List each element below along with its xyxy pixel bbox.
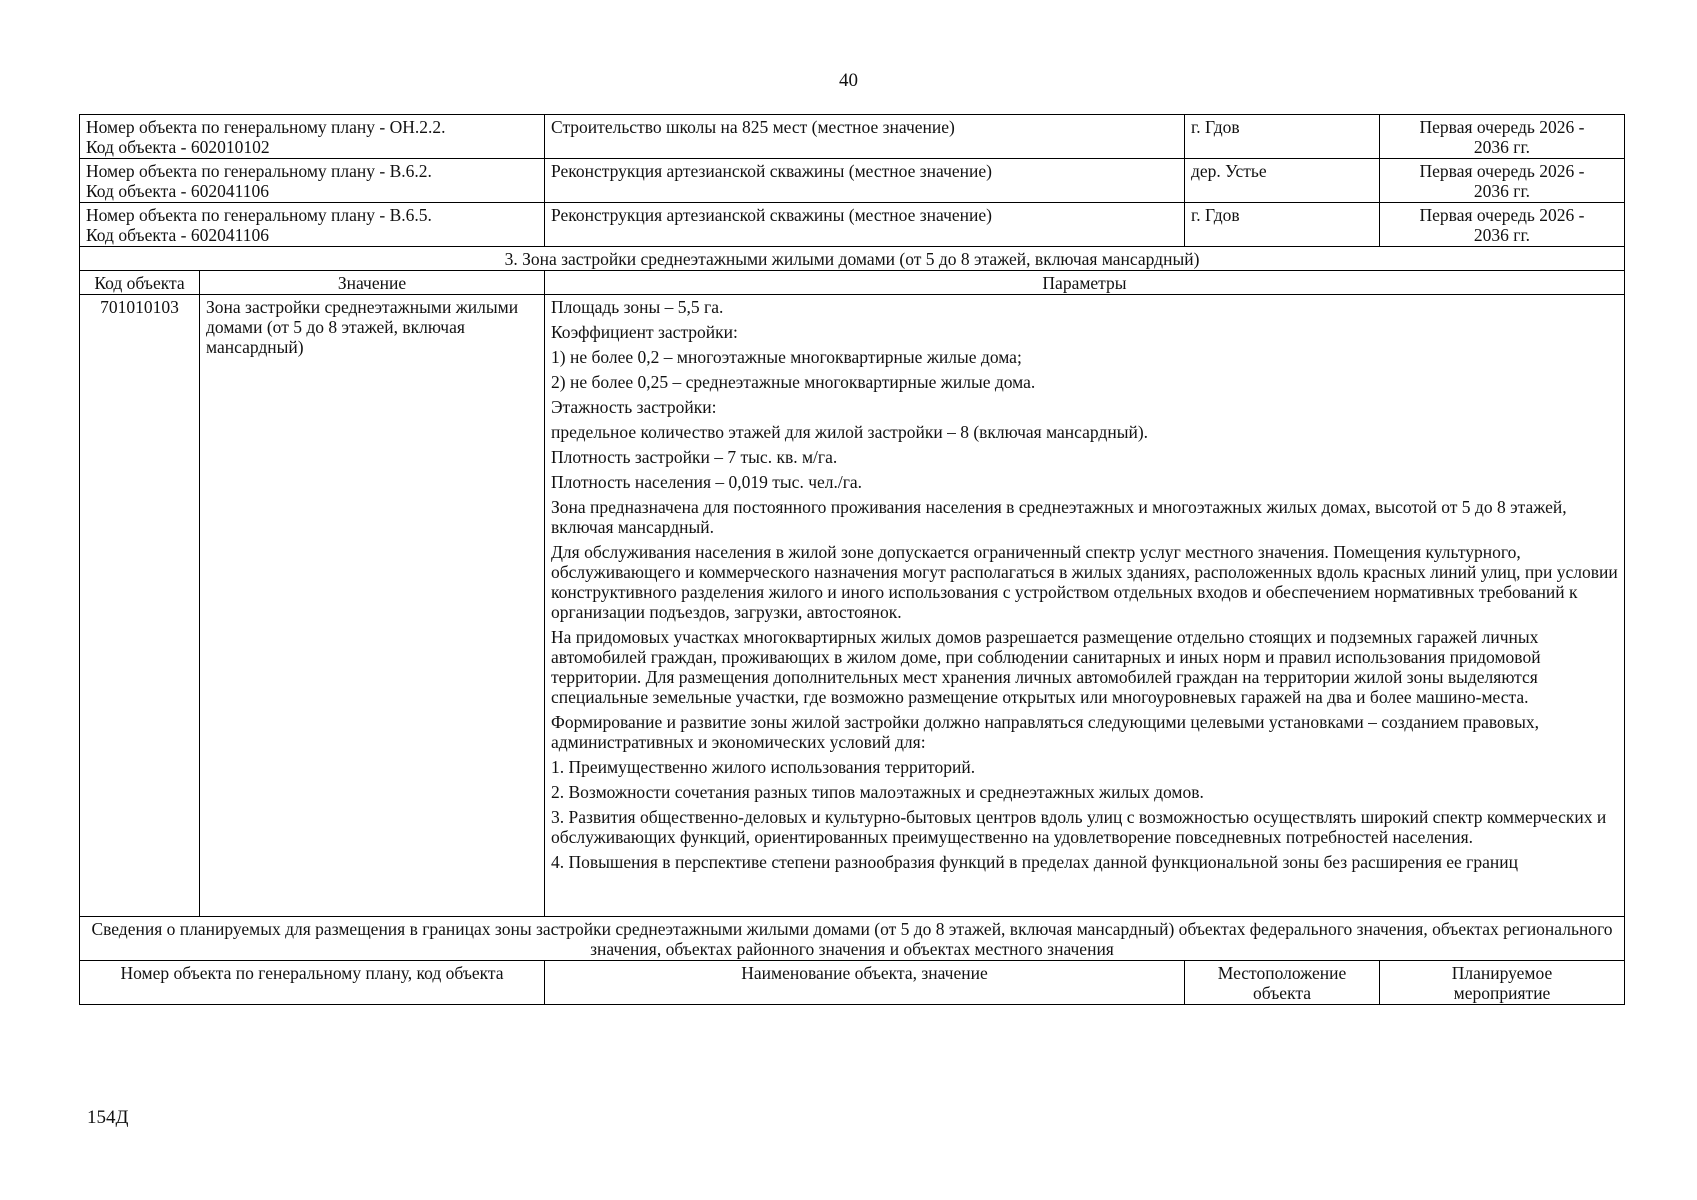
param-line: Для обслуживания населения в жилой зоне допускается ограниченный спектр услуг местного значения. Помещения культурного, обслуживающего и коммерческого назначения могут располагаться в жилых зданиях, расположенных вдоль красных линий улиц, при условии конструктивного разделения жилого и иного использования с устройством отдельных входов и обеспечением нормативных требований к организации подъездов, загрузки, автостоянок. xyxy=(551,542,1618,622)
object-name: Реконструкция артезианской скважины (местное значение) xyxy=(545,159,1185,203)
param-line: Площадь зоны – 5,5 га. xyxy=(551,297,724,317)
object-number: Номер объекта по генеральному плану - ОН.2.2. xyxy=(86,117,446,137)
header-code: Код объекта xyxy=(80,271,200,295)
planned-header-row xyxy=(80,961,1625,1005)
param-line: 1) не более 0,2 – многоэтажные многоквартирные жилые дома; xyxy=(551,347,1022,367)
param-line: Плотность населения – 0,019 тыс. чел./га. xyxy=(551,472,863,492)
object-name: Реконструкция артезианской скважины (местное значение) xyxy=(545,203,1185,247)
zone-params xyxy=(545,295,1625,917)
object-name: Строительство школы на 825 мест (местное значение) xyxy=(545,115,1185,159)
zone-header-row xyxy=(80,271,1625,295)
zone-row xyxy=(80,295,1625,917)
object-number-cell xyxy=(80,115,545,159)
param-line: Плотность застройки – 7 тыс. кв. м/га. xyxy=(551,447,838,467)
param-line: Этажность застройки: xyxy=(551,397,717,417)
object-stage: Первая очередь 2026 - 2036 гг. xyxy=(1380,159,1625,203)
object-location: дер. Устье xyxy=(1185,159,1380,203)
param-line: 2) не более 0,25 – среднеэтажные многоквартирные жилые дома. xyxy=(551,372,1036,392)
param-line: 4. Повышения в перспективе степени разнообразия функций в пределах данной функциональной зоны без расширения ее границ xyxy=(551,852,1518,872)
param-line: 1. Преимущественно жилого использования территорий. xyxy=(551,757,976,777)
object-row xyxy=(80,203,1625,247)
object-code: Код объекта - 602010102 xyxy=(86,137,270,157)
object-location: г. Гдов xyxy=(1185,203,1380,247)
zone-code: 701010103 xyxy=(80,295,200,917)
param-line: Зона предназначена для постоянного проживания населения в среднеэтажных и многоэтажных жилых домах, высотой от 5 до 8 этажей, включая мансардный. xyxy=(551,497,1567,537)
param-line: предельное количество этажей для жилой застройки – 8 (включая мансардный). xyxy=(551,422,1149,442)
zone-value: Зона застройки среднеэтажными жилыми домами (от 5 до 8 этажей, включая мансардный) xyxy=(200,295,545,917)
planned-header-name: Наименование объекта, значение xyxy=(545,961,1185,1005)
planned-title-row xyxy=(80,917,1625,961)
page-number: 40 xyxy=(839,70,858,91)
object-number: Номер объекта по генеральному плану - В.6.2. xyxy=(86,161,432,181)
document-table xyxy=(79,114,1625,1005)
planned-header-number: Номер объекта по генеральному плану, код объекта xyxy=(80,961,545,1005)
object-code: Код объекта - 602041106 xyxy=(86,225,269,245)
object-number: Номер объекта по генеральному плану - В.6.5. xyxy=(86,205,432,225)
planned-header-action: Планируемое мероприятие xyxy=(1380,961,1625,1005)
param-line: Формирование и развитие зоны жилой застройки должно направляться следующими целевыми установками – созданием правовых, административных и экономических условий для: xyxy=(551,712,1539,752)
param-line: Коэффициент застройки: xyxy=(551,322,738,342)
planned-title: Сведения о планируемых для размещения в границах зоны застройки среднеэтажными жилыми домами (от 5 до 8 этажей, включая мансардный) объектах федерального значения, объектах регионального значения, объектах районного значения и объектах местного значения xyxy=(80,917,1625,961)
param-line: 2. Возможности сочетания разных типов малоэтажных и среднеэтажных жилых домов. xyxy=(551,782,1204,802)
object-number-cell xyxy=(80,159,545,203)
param-line: На придомовых участках многоквартирных жилых домов разрешается размещение отдельно стоящих и подземных гаражей личных автомобилей граждан, проживающих в жилом доме, при соблюдении санитарных и иных норм и правил использования придомовой территории. Для размещения дополнительных мест хранения личных автомобилей граждан на территории жилой зоны выделяются специальные земельные участки, где возможно размещение открытых или многоуровневых гаражей на два и более машино-места. xyxy=(551,627,1541,707)
object-code: Код объекта - 602041106 xyxy=(86,181,269,201)
param-line: 3. Развития общественно-деловых и культурно-бытовых центров вдоль улиц с возможностью осуществлять широкий спектр коммерческих и обслуживающих функций, ориентированных преимущественно на удовлетворение повседневных потребностей населения. xyxy=(551,807,1607,847)
object-row xyxy=(80,159,1625,203)
planned-header-location: Местоположение объекта xyxy=(1185,961,1380,1005)
object-row xyxy=(80,115,1625,159)
header-value: Значение xyxy=(200,271,545,295)
object-stage: Первая очередь 2026 - 2036 гг. xyxy=(1380,203,1625,247)
object-stage: Первая очередь 2026 - 2036 гг. xyxy=(1380,115,1625,159)
header-params: Параметры xyxy=(545,271,1625,295)
document-code: 154Д xyxy=(87,1107,129,1128)
zone-title: 3. Зона застройки среднеэтажными жилыми домами (от 5 до 8 этажей, включая мансардный) xyxy=(80,247,1625,271)
object-number-cell xyxy=(80,203,545,247)
zone-title-row xyxy=(80,247,1625,271)
object-location: г. Гдов xyxy=(1185,115,1380,159)
